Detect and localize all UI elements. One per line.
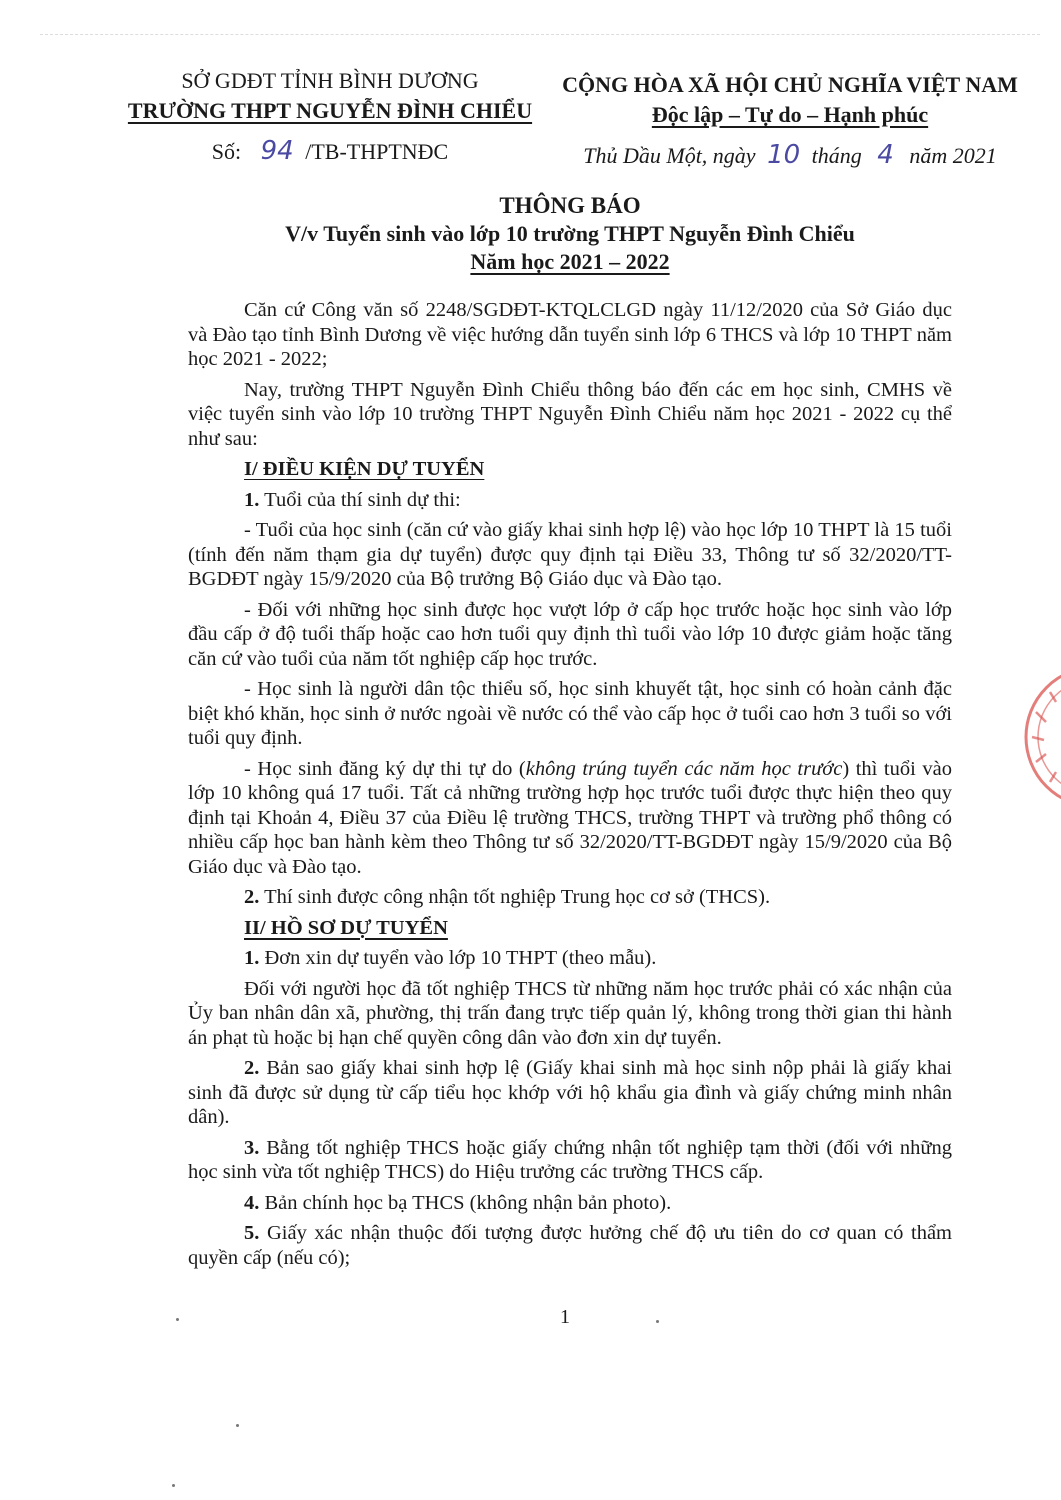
paragraph-dossier-note: Đối với người học đã tốt nghiệp THCS từ những năm học trước phải có xác nhận của Ủy ban nhân dân xã, phường, thị trấn đang trực tiếp quản lý, không trong thời gian thi hành án phạt tù hoặc bị hạn chế quyền công dân vào đơn xin dự tuyển.: [188, 977, 952, 1049]
academic-year: Năm học 2021 – 2022: [470, 249, 670, 274]
handwritten-day: 10: [767, 140, 801, 170]
date-place: Thủ Dầu Một, ngày: [583, 143, 756, 168]
country-name: CỘNG HÒA XÃ HỘI CHỦ NGHĨA VIỆT NAM: [562, 72, 1018, 97]
list-item: 5. Giấy xác nhận thuộc đối tượng được hưởng chế độ ưu tiên do cơ quan có thẩm quyền cấp (nếu có);: [188, 1222, 953, 1269]
number-prefix: Số:: [211, 139, 242, 164]
document-number: [120, 136, 540, 167]
issuer-block: [120, 66, 540, 167]
page-number: 1: [560, 1306, 570, 1328]
handwritten-month: 4: [877, 140, 894, 170]
scan-speck: [656, 1320, 659, 1323]
paragraph-age-exceptions: - Học sinh là người dân tộc thiểu số, học sinh khuyết tật, học sinh có hoàn cảnh đặc biệt khó khăn, học sinh ở nước ngoài về nước có thể vào cấp học ở tuổi cao hơn 3 tuổi so với tuổi quy định.: [188, 678, 952, 749]
date-year: năm 2021: [909, 143, 997, 168]
paragraph-free-candidates: - Học sinh đăng ký dự thi tự do (không trúng tuyển các năm học trước) thì tuổi vào lớp 10 không quá 17 tuổi. Tất cả những trường hợp học trước tuổi được thực hiện theo quy định tại Khoản 4, Điều 37 của Điều lệ trường THCS, trường THPT và trường phổ thông có nhiều cấp học ban hành kèm theo Thông tư số 32/2020/TT-BGDĐT ngày 15/9/2020 của Bộ Giáo dục và Đào tạo.: [188, 757, 952, 878]
national-motto: Độc lập – Tự do – Hạnh phúc: [651, 102, 929, 127]
section-heading-conditions: I/ ĐIỀU KIỆN DỰ TUYỂN: [244, 458, 485, 480]
department-name: SỞ GDĐT TỈNH BÌNH DƯƠNG: [181, 68, 479, 93]
handwritten-number: 94: [260, 136, 294, 166]
list-item: 1. Tuổi của thí sinh dự thi:: [244, 488, 461, 511]
red-seal-stamp: [1016, 652, 1061, 822]
scan-speck: [172, 1484, 175, 1487]
document-title: THÔNG BÁO: [499, 193, 641, 218]
number-suffix: /TB-THPTNĐC: [305, 139, 449, 164]
national-header: [555, 70, 1025, 171]
scan-speck: [176, 1318, 179, 1321]
school-name: TRƯỜNG THPT NGUYỄN ĐÌNH CHIỂU: [127, 98, 533, 123]
list-item: 2. Bản sao giấy khai sinh hợp lệ (Giấy khai sinh mà học sinh nộp phải là giấy khai sinh đã được sử dụng từ cấp tiểu học khớp với hộ khẩu gia đình và giấy chứng minh nhân dân).: [188, 1057, 953, 1128]
paragraph-age-standard: - Tuổi của học sinh (căn cứ vào giấy khai sinh hợp lệ) vào học lớp 10 THPT là 15 tuổi (tính đến năm thạm gia dự tuyển) được quy định tại Điều 33, Thông tư số 32/2020/TT-BGDĐT ngày 15/9/2020 của Bộ trưởng Bộ Giáo dục và Đào tạo.: [188, 519, 952, 590]
section-heading-dossier: II/ HỒ SƠ DỰ TUYỂN: [244, 916, 448, 939]
paragraph-legal-basis: Căn cứ Công văn số 2248/SGDĐT-KTQLCLGD ngày 11/12/2020 của Sở Giáo dục và Đào tạo tỉnh Bình Dương về việc hướng dẫn tuyển sinh lớp 6 THCS và lớp 10 THPT năm học 2021 - 2022;: [188, 299, 952, 370]
paragraph-intro: Nay, trường THPT Nguyễn Đình Chiểu thông báo đến các em học sinh, CMHS về việc tuyển sinh vào lớp 10 trường THPT Nguyễn Đình Chiểu năm học 2021 - 2022 cụ thể như sau:: [188, 378, 952, 450]
scan-artifact-line: [40, 34, 1040, 36]
list-item: 4. Bản chính học bạ THCS (không nhận bản photo).: [244, 1191, 672, 1214]
list-item: 2. Thí sinh được công nhận tốt nghiệp Trung học cơ sở (THCS).: [244, 886, 771, 908]
document-subject: V/v Tuyển sinh vào lớp 10 trường THPT Nguyễn Đình Chiểu: [285, 221, 855, 246]
document-date: [555, 140, 1025, 171]
list-item: 1. Đơn xin dự tuyển vào lớp 10 THPT (theo mẫu).: [244, 947, 657, 969]
document-body: [188, 298, 952, 1276]
date-month-label: tháng: [811, 143, 862, 168]
list-item: 3. Bằng tốt nghiệp THCS hoặc giấy chứng nhận tốt nghiệp tạm thời (đối với những học sinh vừa tốt nghiệp THCS) do Hiệu trưởng các trường THCS cấp.: [188, 1136, 953, 1183]
paragraph-age-adjust: - Đối với những học sinh được học vượt lớp ở cấp học trước hoặc học sinh vào lớp đầu cấp ở độ tuổi thấp hoặc cao hơn tuổi quy định thì tuổi vào lớp 10 được giảm hoặc tăng căn cứ vào tuổi của năm tốt nghiệp cấp học trước.: [188, 598, 952, 670]
document-title-block: [0, 192, 1061, 276]
scan-speck: [236, 1424, 239, 1427]
